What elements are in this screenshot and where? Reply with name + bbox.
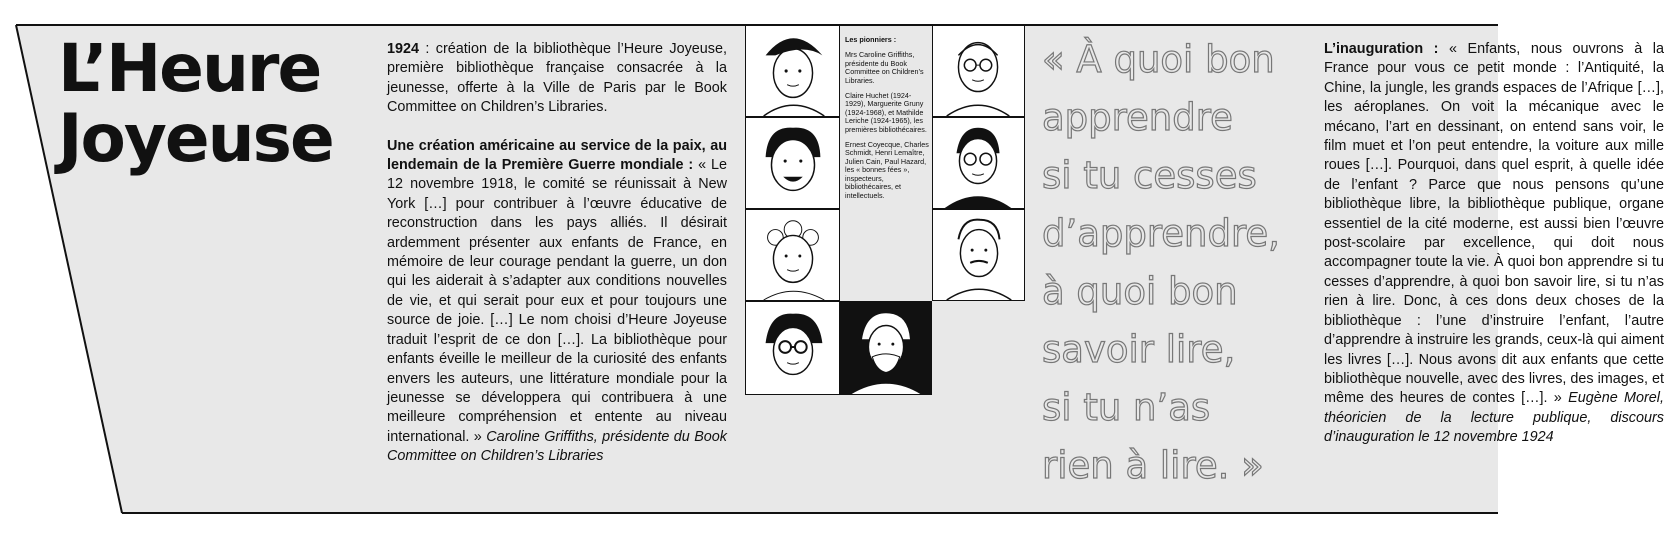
pioneers-group-1: Mrs Caroline Griffiths, présidente du Book Committee on Children’s Libraries.	[845, 50, 924, 85]
quote-line: apprendre	[1042, 96, 1233, 139]
paragraph-peace-lead: Une création américaine au service de la paix, au lendemain de la Première Guerre mondiale :	[387, 137, 727, 174]
title-line-2: Joyeuse	[58, 100, 333, 177]
pioneers-heading: Les pionniers :	[845, 35, 897, 44]
quote-line: si tu n’as	[1042, 386, 1211, 429]
inauguration-lead: L’inauguration :	[1324, 41, 1439, 57]
pull-quote	[1040, 40, 1310, 495]
quote-line: si tu cesses	[1042, 154, 1257, 197]
pull-quote-lines	[1040, 40, 1310, 495]
paragraph-1924-lead: 1924	[387, 41, 420, 57]
pioneers-group-2: Claire Huchet (1924-1929), Marguerite Gruny (1924-1968), et Mathilde Leriche (1924-1965), les premières bibliothécaires.	[845, 91, 927, 134]
portrait-woman-curls	[745, 209, 840, 301]
paragraph-peace-text: « Le 12 novembre 1918, le comité se réunissait à New York […] pour contribuer à l’œuvre éducative de reconstruction dans les pays alliés. Il désirait ardemment présenter aux enfants de France, en mémoire de leur courage pendant la guerre, un don qui les aiderait à s’adapter aux conditions nouvelles de vie, et qui serait pour eux et pour toujours une source de joie. […] Le nom choisi d’Heure Joyeuse traduit l’esprit de ce don […]. La bibliothèque pour enfants éveille le meilleur de la curiosité des enfants envers les auteurs, une littérature mondiale pour la jeunesse se développera qui contribuera à une meilleure compréhension et entente au niveau international. »	[387, 157, 727, 445]
paragraph-1924-text: : création de la bibliothèque l’Heure Joyeuse, première bibliothèque française consacrée à la jeunesse, offerte à la Ville de Paris par le Book Committee on Children’s Libraries.	[387, 41, 727, 116]
portrait-man-beard	[840, 301, 932, 395]
quote-line: « À quoi bon	[1042, 38, 1275, 81]
page-title	[58, 30, 333, 177]
title-line-1: L’Heure	[58, 30, 321, 107]
inauguration-column	[1324, 40, 1664, 448]
paragraph-peace	[387, 137, 727, 467]
quote-line: à quoi bon	[1042, 270, 1238, 313]
quote-line: rien à lire. »	[1042, 444, 1264, 487]
inauguration-text: « Enfants, nous ouvrons à la France pour vous ce petit monde : l’Antiquité, la Chine, la jungle, les grands espaces de l’Afrique […], les aéroplanes. On voit la mécanique avec le mécano, l’art en dessinant, on entend sans voir, le film muet et l’on peut entendre, la voiture aux mille roues […]. Pourquoi, dans quel esprit, à quelle idée de l’enfant ? Parce que nous pensons qu’une bibliothèque libre, la bibliothèque publique, organe essentiel de la cité moderne, est aussi bien l’œuvre post-scolaire par excellence, qui doit nous accompagner toute la vie. À quoi bon apprendre si tu cesses d’apprendre, à quoi bon savoir lire, si tu n’as rien à lire. Donc, à ces dons deux choses de la bibliothèque : l’une d’instruire l’enfant, l’autre d’apprendre à instruire les grands, ceux-là qui aiment les livres […]. Nous avons dit aux enfants que cette bibliothèque nouvelle, avec des livres, des images, et même des heures de contes […]. »	[1324, 41, 1664, 407]
portrait-man-moustache	[932, 209, 1025, 301]
pioneers-group-3: Ernest Coyecque, Charles Schmidt, Henri Lemaître, Julien Cain, Paul Hazard, les « bonnes fées », inspecteurs, bibliothécaires, et intellectuels.	[845, 140, 929, 200]
quote-credit: Caroline Griffiths, présidente du Book Committee on Children’s Libraries	[387, 428, 728, 465]
quote-line: savoir lire,	[1042, 328, 1236, 371]
quote-line: d’apprendre,	[1042, 212, 1280, 255]
pioneers-caption	[845, 36, 931, 207]
portrait-man-glasses-2	[932, 117, 1025, 209]
portrait-woman-smiling	[745, 117, 840, 209]
paragraph-1924	[387, 40, 727, 118]
portrait-woman-hat	[745, 25, 840, 117]
history-column	[387, 40, 727, 486]
inauguration-credit: Eugène Morel, théoricien de la lecture publique, discours d’inauguration le 12 novembre 1924	[1324, 390, 1664, 446]
portrait-woman-glasses	[745, 301, 840, 395]
portrait-man-glasses-1	[932, 25, 1025, 117]
